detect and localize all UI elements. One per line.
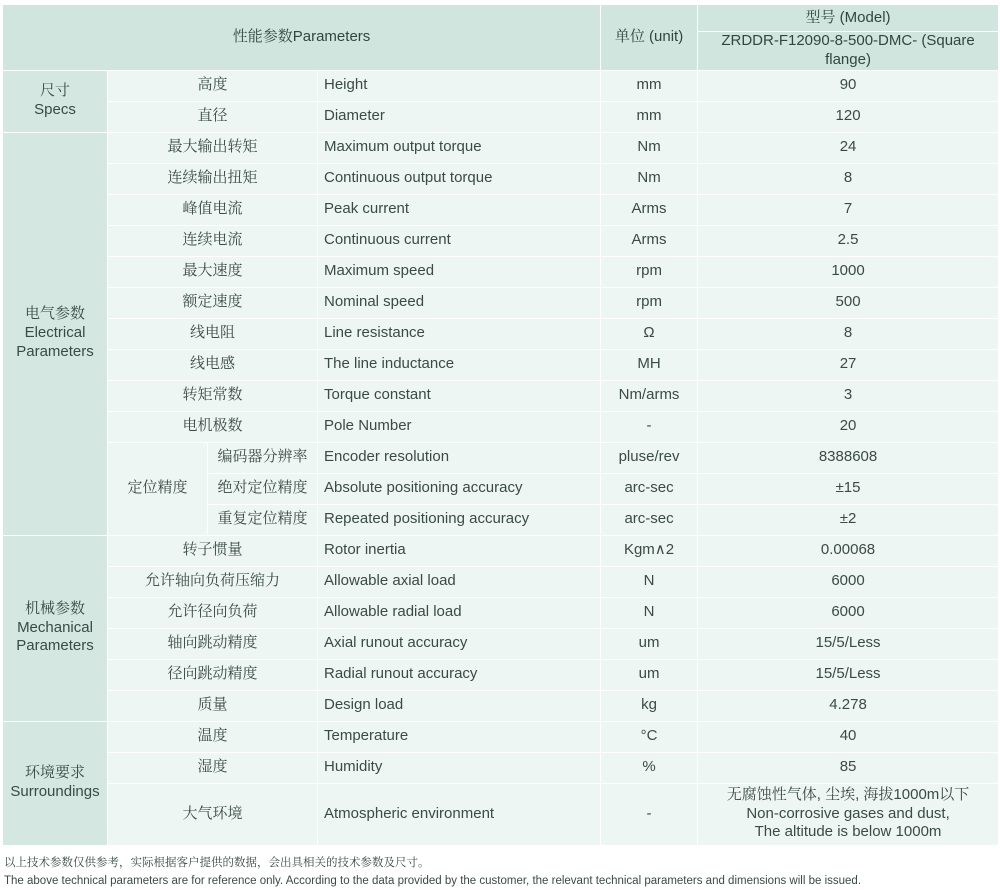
table-row: [3, 70, 999, 101]
header-parameters: 性能参数Parameters: [3, 5, 601, 71]
param-en: Radial runout accuracy: [318, 659, 601, 690]
param-en: Pole Number: [318, 411, 601, 442]
subgroup-positioning-accuracy: 定位精度: [108, 442, 208, 535]
table-row: [3, 442, 999, 473]
param-cn: 连续输出扭矩: [108, 163, 318, 194]
footnote-line-en: The above technical parameters are for reference only. According to the data provided by the customer, the relevant technical parameters and dimensions will be issued.: [4, 872, 1000, 890]
table-row: [3, 256, 999, 287]
header-model: 型号 (Model): [698, 5, 999, 32]
param-cn: 温度: [108, 721, 318, 752]
group-mechanical-en-1: Mechanical: [9, 619, 101, 638]
param-unit: Kgm∧2: [601, 535, 698, 566]
param-unit: arc-sec: [601, 473, 698, 504]
param-value: 27: [698, 349, 999, 380]
param-en: Humidity: [318, 752, 601, 783]
param-value: 6000: [698, 597, 999, 628]
param-value: 7: [698, 194, 999, 225]
param-value: 6000: [698, 566, 999, 597]
param-en: Continuous output torque: [318, 163, 601, 194]
table-row: [3, 721, 999, 752]
param-value: 90: [698, 70, 999, 101]
param-cn: 大气环境: [108, 783, 318, 845]
param-en: Torque constant: [318, 380, 601, 411]
param-en: Line resistance: [318, 318, 601, 349]
param-value: 24: [698, 132, 999, 163]
table-body: [3, 70, 999, 845]
table-row: [3, 783, 999, 845]
group-electrical: [3, 132, 108, 535]
group-surroundings: [3, 721, 108, 845]
param-unit: Arms: [601, 225, 698, 256]
param-en: Rotor inertia: [318, 535, 601, 566]
group-mechanical-cn: 机械参数: [9, 600, 101, 619]
group-surroundings-cn: 环境要求: [9, 764, 101, 783]
param-value: 500: [698, 287, 999, 318]
group-specs-cn: 尺寸: [9, 82, 101, 101]
param-unit: MH: [601, 349, 698, 380]
param-value: 15/5/Less: [698, 659, 999, 690]
group-electrical-en-2: Parameters: [9, 343, 101, 362]
param-cn: 转子惯量: [108, 535, 318, 566]
param-value: 85: [698, 752, 999, 783]
param-unit: arc-sec: [601, 504, 698, 535]
param-en: Repeated positioning accuracy: [318, 504, 601, 535]
param-value: 0.00068: [698, 535, 999, 566]
param-unit: N: [601, 566, 698, 597]
specification-table: [2, 4, 999, 846]
param-en: Maximum output torque: [318, 132, 601, 163]
param-value: 8: [698, 318, 999, 349]
param-cn: 允许轴向负荷压缩力: [108, 566, 318, 597]
param-en: Nominal speed: [318, 287, 601, 318]
table-row: [3, 163, 999, 194]
table-row: [3, 349, 999, 380]
param-unit: um: [601, 659, 698, 690]
table-row: [3, 411, 999, 442]
table-row: [3, 194, 999, 225]
param-en: Maximum speed: [318, 256, 601, 287]
param-unit: -: [601, 411, 698, 442]
param-unit: Arms: [601, 194, 698, 225]
param-cn: 转矩常数: [108, 380, 318, 411]
param-value: 120: [698, 101, 999, 132]
table-row: [3, 690, 999, 721]
param-value: 20: [698, 411, 999, 442]
param-unit: °C: [601, 721, 698, 752]
header-model-value: ZRDDR-F12090-8-500-DMC- (Square flange): [698, 32, 999, 71]
param-cn: 额定速度: [108, 287, 318, 318]
param-cn: 线电阻: [108, 318, 318, 349]
param-cn: 连续电流: [108, 225, 318, 256]
param-en: Allowable axial load: [318, 566, 601, 597]
atmos-value-line-2: Non-corrosive gases and dust,: [704, 805, 992, 824]
group-mechanical-en-2: Parameters: [9, 637, 101, 656]
table-row: [3, 659, 999, 690]
param-unit: mm: [601, 70, 698, 101]
table-header: [3, 5, 999, 71]
param-unit: kg: [601, 690, 698, 721]
param-cn: 允许径向负荷: [108, 597, 318, 628]
param-value: ±2: [698, 504, 999, 535]
param-unit: pluse/rev: [601, 442, 698, 473]
param-unit: N: [601, 597, 698, 628]
atmos-value-line-1: 无腐蚀性气体, 尘埃, 海拔1000m以下: [704, 786, 992, 805]
param-en: Design load: [318, 690, 601, 721]
param-en: Absolute positioning accuracy: [318, 473, 601, 504]
param-unit: Ω: [601, 318, 698, 349]
group-specs: [3, 70, 108, 132]
param-cn: 直径: [108, 101, 318, 132]
param-cn: 最大速度: [108, 256, 318, 287]
table-row: [3, 597, 999, 628]
table-row: [3, 287, 999, 318]
spec-sheet: [0, 4, 1000, 882]
param-unit: Nm/arms: [601, 380, 698, 411]
param-en: Diameter: [318, 101, 601, 132]
param-en: The line inductance: [318, 349, 601, 380]
param-unit: -: [601, 783, 698, 845]
param-value: 8: [698, 163, 999, 194]
table-row: [3, 752, 999, 783]
param-en: Temperature: [318, 721, 601, 752]
param-value: 15/5/Less: [698, 628, 999, 659]
param-cn: 绝对定位精度: [208, 473, 318, 504]
table-row: [3, 225, 999, 256]
footnote: [4, 854, 1000, 890]
table-row: [3, 101, 999, 132]
group-specs-en: Specs: [9, 101, 101, 120]
group-surroundings-en: Surroundings: [9, 783, 101, 802]
group-electrical-en-1: Electrical: [9, 324, 101, 343]
header-unit: 单位 (unit): [601, 5, 698, 71]
param-en: Atmospheric environment: [318, 783, 601, 845]
param-cn: 重复定位精度: [208, 504, 318, 535]
atmos-value-line-3: The altitude is below 1000m: [704, 823, 992, 842]
param-value: [698, 783, 999, 845]
param-cn: 电机极数: [108, 411, 318, 442]
param-value: 1000: [698, 256, 999, 287]
param-en: Allowable radial load: [318, 597, 601, 628]
param-en: Axial runout accuracy: [318, 628, 601, 659]
table-row: [3, 318, 999, 349]
table-row: [3, 380, 999, 411]
param-en: Encoder resolution: [318, 442, 601, 473]
param-cn: 质量: [108, 690, 318, 721]
param-cn: 最大输出转矩: [108, 132, 318, 163]
table-row: [3, 535, 999, 566]
param-unit: %: [601, 752, 698, 783]
param-en: Continuous current: [318, 225, 601, 256]
group-mechanical: [3, 535, 108, 721]
param-cn: 峰值电流: [108, 194, 318, 225]
param-en: Height: [318, 70, 601, 101]
param-cn: 高度: [108, 70, 318, 101]
param-value: ±15: [698, 473, 999, 504]
group-electrical-cn: 电气参数: [9, 305, 101, 324]
param-unit: rpm: [601, 256, 698, 287]
table-row: [3, 132, 999, 163]
param-value: 4.278: [698, 690, 999, 721]
footnote-line-cn: 以上技术参数仅供参考，实际根据客户提供的数据，会出具相关的技术参数及尺寸。: [4, 854, 1000, 872]
param-value: 2.5: [698, 225, 999, 256]
param-unit: um: [601, 628, 698, 659]
param-unit: rpm: [601, 287, 698, 318]
table-row: [3, 628, 999, 659]
param-unit: Nm: [601, 132, 698, 163]
param-cn: 编码器分辨率: [208, 442, 318, 473]
param-value: 3: [698, 380, 999, 411]
param-cn: 轴向跳动精度: [108, 628, 318, 659]
param-en: Peak current: [318, 194, 601, 225]
param-value: 40: [698, 721, 999, 752]
param-unit: Nm: [601, 163, 698, 194]
param-cn: 线电感: [108, 349, 318, 380]
param-unit: mm: [601, 101, 698, 132]
table-row: [3, 566, 999, 597]
param-value: 8388608: [698, 442, 999, 473]
param-cn: 湿度: [108, 752, 318, 783]
param-cn: 径向跳动精度: [108, 659, 318, 690]
